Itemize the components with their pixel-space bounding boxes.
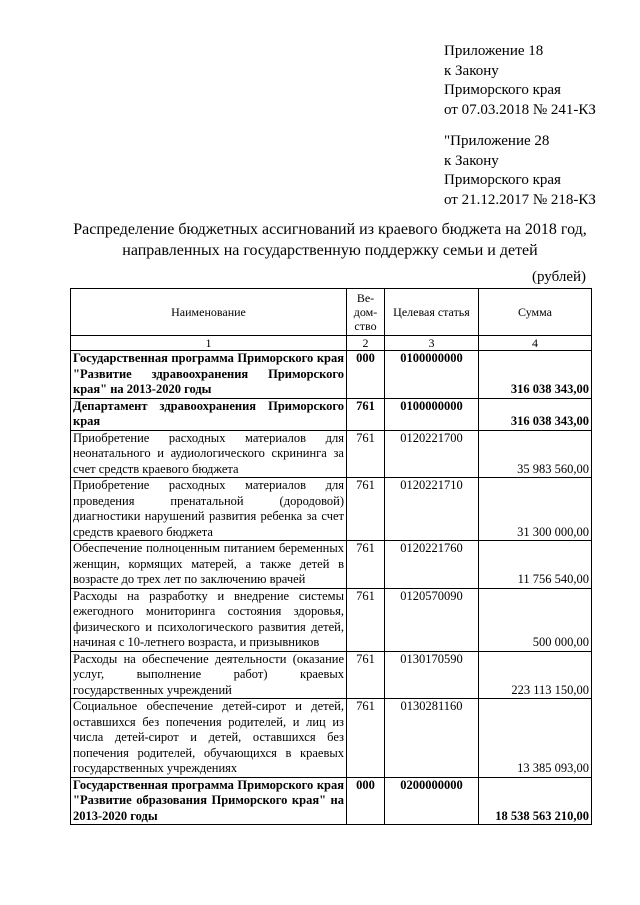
row-article-cell: 0120221710 <box>385 478 479 541</box>
table-row <box>71 478 592 541</box>
row-name-cell: Обеспечение полноценным питанием беременных женщин, кормящих матерей, а также детей в возрасте до трех лет по заключению врачей <box>71 541 347 589</box>
col-header-sum: Сумма <box>479 289 592 336</box>
row-name-cell: Департамент здравоохранения Приморского края <box>71 398 347 430</box>
col-number: 2 <box>347 336 385 351</box>
table-row <box>71 541 592 589</box>
col-header-ved: Ве-дом-ство <box>347 289 385 336</box>
annex-line: от 07.03.2018 № 241-КЗ <box>444 101 596 118</box>
annex-line: от 21.12.2017 № 218-КЗ <box>444 191 596 208</box>
row-sum-cell: 11 756 540,00 <box>479 541 592 589</box>
row-ved-cell: 761 <box>347 588 385 651</box>
row-article-cell: 0130281160 <box>385 699 479 778</box>
row-sum-cell: 35 983 560,00 <box>479 430 592 478</box>
annex-current-block <box>444 42 596 120</box>
row-ved-cell: 000 <box>347 351 385 399</box>
units-label: (рублей) <box>532 269 587 285</box>
table-row <box>71 351 592 399</box>
annex-line: к Закону <box>444 152 499 169</box>
row-ved-cell: 761 <box>347 699 385 778</box>
row-name-cell: Государственная программа Приморского края "Развитие образования Приморского края" на 2013-2020 годы <box>71 777 347 825</box>
title-line-2: направленных на государственную поддержку семьи и детей <box>122 242 538 259</box>
document-title <box>50 219 610 261</box>
annex-line: "Приложение 28 <box>444 133 550 149</box>
row-sum-cell: 13 385 093,00 <box>479 699 592 778</box>
row-ved-cell: 761 <box>347 478 385 541</box>
budget-table <box>70 288 592 825</box>
row-sum-cell: 31 300 000,00 <box>479 478 592 541</box>
row-article-cell: 0100000000 <box>385 398 479 430</box>
table-row <box>71 430 592 478</box>
col-number: 3 <box>385 336 479 351</box>
table-row <box>71 699 592 778</box>
col-number: 1 <box>71 336 347 351</box>
title-line-1: Распределение бюджетных ассигнований из краевого бюджета на 2018 год, <box>73 221 587 238</box>
row-article-cell: 0120221700 <box>385 430 479 478</box>
table-row <box>71 398 592 430</box>
col-number: 4 <box>479 336 592 351</box>
row-name-cell: Социальное обеспечение детей-сирот и детей, оставшихся без попечения родителей, и лиц из числа детей-сирот и детей, оставшихся без попечения родителей, обучающихся в краевых государственных учреждениях <box>71 699 347 778</box>
row-ved-cell: 761 <box>347 430 385 478</box>
row-article-cell: 0130170590 <box>385 651 479 699</box>
table-row <box>71 588 592 651</box>
row-sum-cell: 500 000,00 <box>479 588 592 651</box>
table-header-row <box>71 289 592 336</box>
annex-line: Приложение 18 <box>444 43 544 59</box>
row-sum-cell: 18 538 563 210,00 <box>479 777 592 825</box>
row-article-cell: 0200000000 <box>385 777 479 825</box>
row-name-cell: Расходы на обеспечение деятельности (оказание услуг, выполнение работ) краевых государственных учреждений <box>71 651 347 699</box>
row-name-cell: Приобретение расходных материалов для проведения пренатальной (дородовой) диагностики нарушений развития ребенка за счет средств краевого бюджета <box>71 478 347 541</box>
row-article-cell: 0120570090 <box>385 588 479 651</box>
row-article-cell: 0100000000 <box>385 351 479 399</box>
row-ved-cell: 761 <box>347 398 385 430</box>
table-row <box>71 777 592 825</box>
row-article-cell: 0120221760 <box>385 541 479 589</box>
column-number-row <box>71 336 592 351</box>
row-ved-cell: 761 <box>347 651 385 699</box>
row-name-cell: Приобретение расходных материалов для неонатального и аудиологического скрининга за счет средств краевого бюджета <box>71 430 347 478</box>
annex-amended-block <box>444 132 596 210</box>
row-sum-cell: 316 038 343,00 <box>479 398 592 430</box>
col-header-article: Целевая статья <box>385 289 479 336</box>
row-sum-cell: 223 113 150,00 <box>479 651 592 699</box>
annex-line: к Закону <box>444 62 499 79</box>
row-name-cell: Расходы на разработку и внедрение системы ежегодного мониторинга состояния здоровья, физического и психологического развития детей, начиная с 10-летнего возраста, и призывников <box>71 588 347 651</box>
annex-line: Приморского края <box>444 82 561 98</box>
row-name-cell: Государственная программа Приморского края "Развитие здравоохранения Приморского края" на 2013-2020 годы <box>71 351 347 399</box>
row-ved-cell: 761 <box>347 541 385 589</box>
row-sum-cell: 316 038 343,00 <box>479 351 592 399</box>
annex-line: Приморского края <box>444 172 561 188</box>
row-ved-cell: 000 <box>347 777 385 825</box>
col-header-name: Наименование <box>71 289 347 336</box>
table-row <box>71 651 592 699</box>
